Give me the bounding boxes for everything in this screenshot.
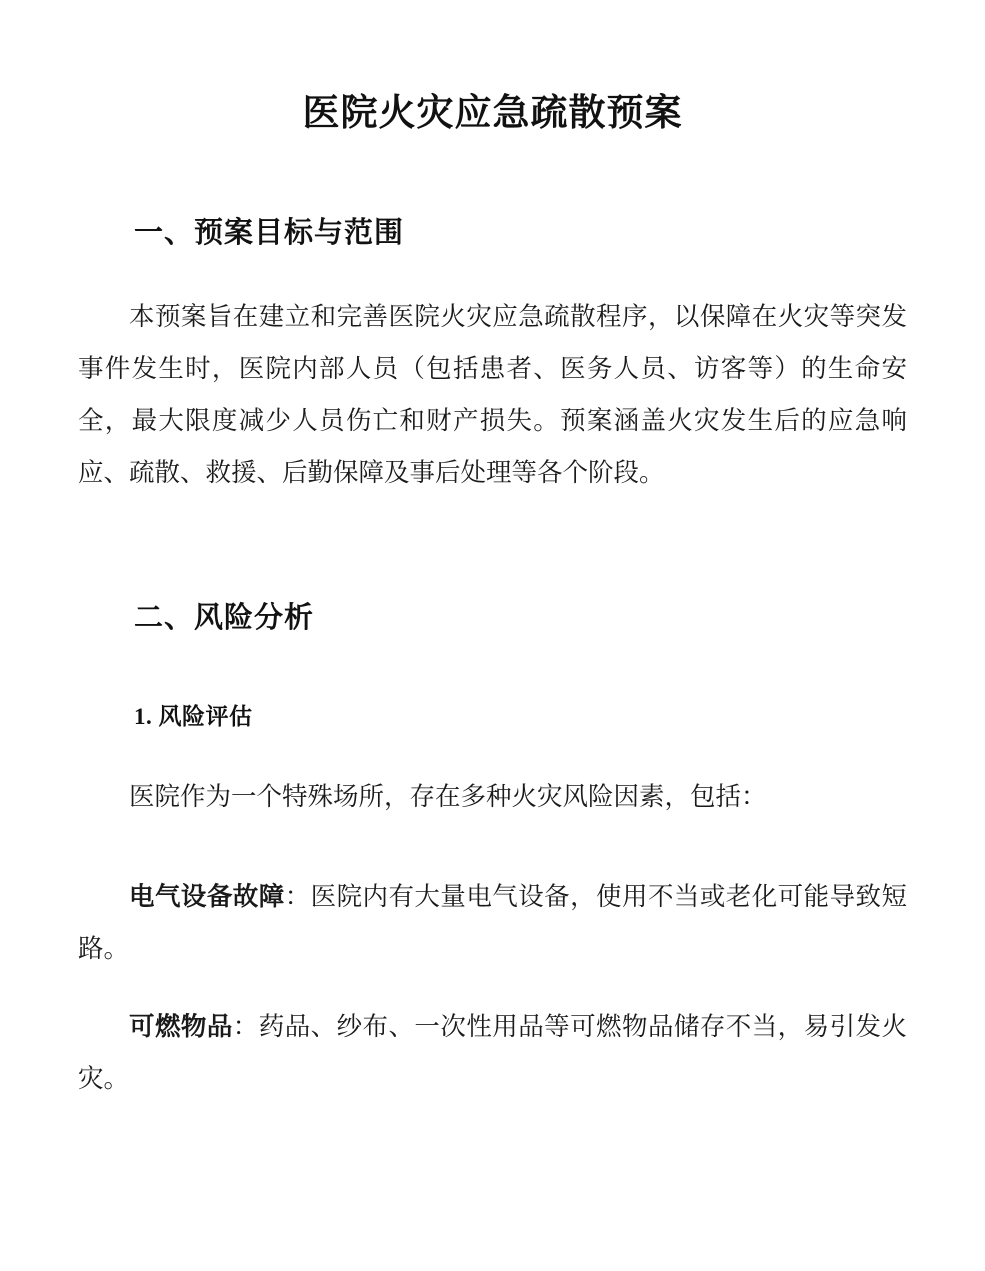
risk-item-1	[78, 871, 907, 975]
section-2-lead-paragraph: 医院作为一个特殊场所，存在多种火灾风险因素，包括：	[129, 782, 767, 811]
page-title: 医院火灾应急疏散预案	[302, 92, 683, 133]
risk-item-2-separator: ：	[232, 1012, 259, 1041]
section-heading-2: 二、风险分析	[134, 602, 315, 634]
risk-item-1-separator: ：	[284, 882, 311, 911]
risk-item-2-text: 药品、纱布、一次性用品等可燃物品储存不当，易引发火灾。	[78, 1012, 907, 1093]
risk-item-2	[78, 1001, 907, 1105]
risk-item-1-term: 电气设备故障	[129, 882, 285, 911]
risk-item-2-term: 可燃物品	[129, 1012, 233, 1041]
paragraph-spacer	[78, 823, 907, 845]
risk-item-1-text: 医院内有大量电气设备，使用不当或老化可能导致短路。	[78, 882, 907, 963]
section-1-paragraph: 本预案旨在建立和完善医院火灾应急疏散程序，以保障在火灾等突发事件发生时，医院内部人员（包括患者、医务人员、访客等）的生命安全，最大限度减少人员伤亡和财产损失。预案涵盖火灾发生后的应急响应、疏散、救援、后勤保障及事后处理等各个阶段。	[78, 302, 907, 487]
section-heading-1: 一、预案目标与范围	[134, 217, 405, 249]
section-2-subheading: 1. 风险评估	[134, 704, 253, 729]
